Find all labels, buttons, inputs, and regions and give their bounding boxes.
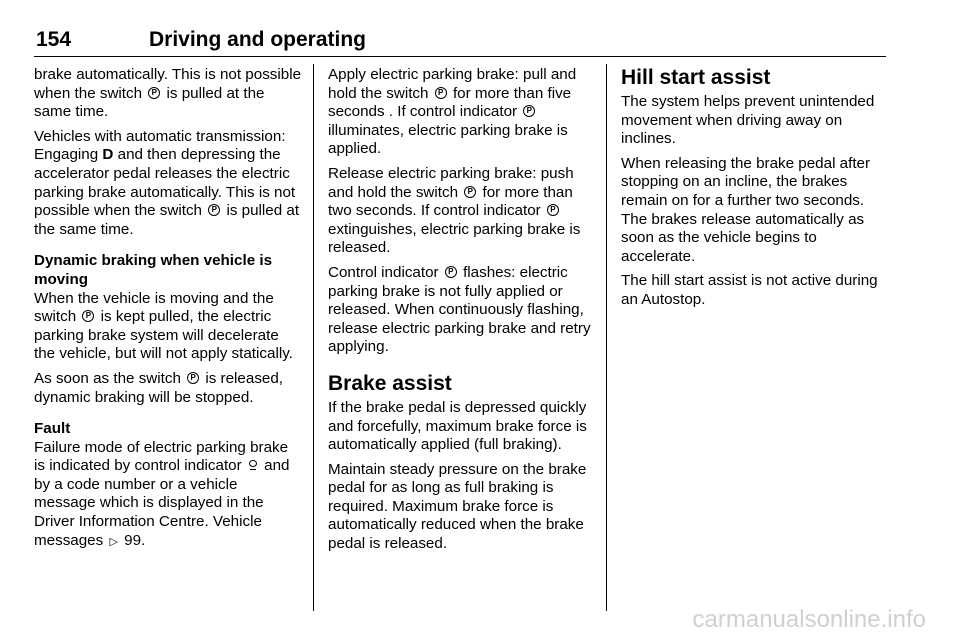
heading-brake-assist: Brake assist (328, 371, 452, 395)
heading-hill-start-assist: Hill start assist (621, 66, 771, 89)
text: is kept pulled, the electric parking brake system will decelerate the vehicle, but will not apply statically. (34, 308, 293, 363)
section-title: Driving and operating (149, 28, 367, 51)
parking-brake-icon (445, 266, 457, 278)
paragraph (328, 264, 594, 357)
paragraph (34, 370, 302, 407)
text: extinguishes, electric parking brake is released. (328, 220, 581, 257)
page-reference-arrow-icon: ▷ (109, 535, 118, 548)
paragraph (34, 66, 302, 122)
paragraph (34, 128, 302, 240)
parking-brake-icon (523, 105, 535, 117)
text: illuminates, electric parking brake is applied. (328, 121, 568, 158)
text: Vehicles with automatic transmission: Engaging (34, 127, 286, 164)
paragraph: The system helps prevent unintended movement when driving away on inclines. (621, 93, 875, 148)
column-left (34, 66, 302, 557)
paragraph (328, 66, 594, 159)
text: Failure mode of electric parking brake is indicated by control indicator (34, 438, 289, 475)
text: is released, dynamic braking will be stopped. (34, 369, 284, 406)
paragraph (34, 439, 302, 552)
brake-fault-icon (248, 459, 258, 471)
text: As soon as the switch (34, 369, 181, 387)
column-divider (313, 64, 314, 611)
text: flashes: electric parking brake is not fully applied or released. When continuously flashing, release electric parking brake and retry applying. (328, 263, 591, 356)
page-header (34, 26, 886, 57)
column-right (621, 66, 889, 316)
text: for more than two seconds. If control indicator (328, 183, 573, 220)
parking-brake-icon (187, 372, 199, 384)
page-reference-link[interactable]: 99. (124, 531, 146, 549)
gear-label: D (102, 146, 114, 164)
text: Control indicator (328, 263, 439, 281)
column-divider (606, 64, 607, 611)
text: and by a code number or a vehicle message which is displayed in the Driver Information Centre. Vehicle messages (34, 457, 290, 549)
subheading-dynamic-braking: Dynamic braking when vehicle is moving (34, 252, 273, 288)
parking-brake-icon (464, 186, 476, 198)
page-number: 154 (36, 28, 72, 51)
paragraph: The hill start assist is not active during an Autostop. (621, 272, 878, 308)
text: Apply electric parking brake: pull and hold the switch (328, 66, 577, 102)
paragraph: Maintain steady pressure on the brake pedal for as long as full braking is required. Maximum brake force is automatically reduced when the brake pedal is released. (328, 460, 587, 553)
text: is pulled at the same time. (34, 202, 300, 238)
watermark: carmanualsonline.info (692, 606, 926, 633)
text: and then depressing the accelerator pedal releases the electric parking brake automatically. This is not possible when the switch (34, 146, 296, 220)
column-middle (328, 66, 594, 560)
paragraph (328, 165, 594, 258)
text: is pulled at the same time. (34, 84, 265, 121)
parking-brake-icon (435, 87, 447, 99)
paragraph: If the brake pedal is depressed quickly and forcefully, maximum brake force is automatically applied (full braking). (328, 398, 587, 454)
paragraph: When releasing the brake pedal after stopping on an incline, the brakes remain on for a further two seconds. The brakes release automatically as soon as the vehicle begins to accelerate. (621, 154, 871, 265)
text: for more than five seconds . If control indicator (328, 84, 572, 121)
parking-brake-icon (208, 204, 220, 216)
subheading-fault: Fault (34, 420, 71, 438)
paragraph (34, 290, 302, 364)
text: When the vehicle is moving and the switch (34, 289, 274, 326)
parking-brake-icon (547, 204, 559, 216)
parking-brake-icon (148, 87, 160, 99)
text: Release electric parking brake: push and hold the switch (328, 164, 574, 201)
text: brake automatically. This is not possible when the switch (34, 66, 302, 102)
parking-brake-icon (82, 310, 94, 322)
